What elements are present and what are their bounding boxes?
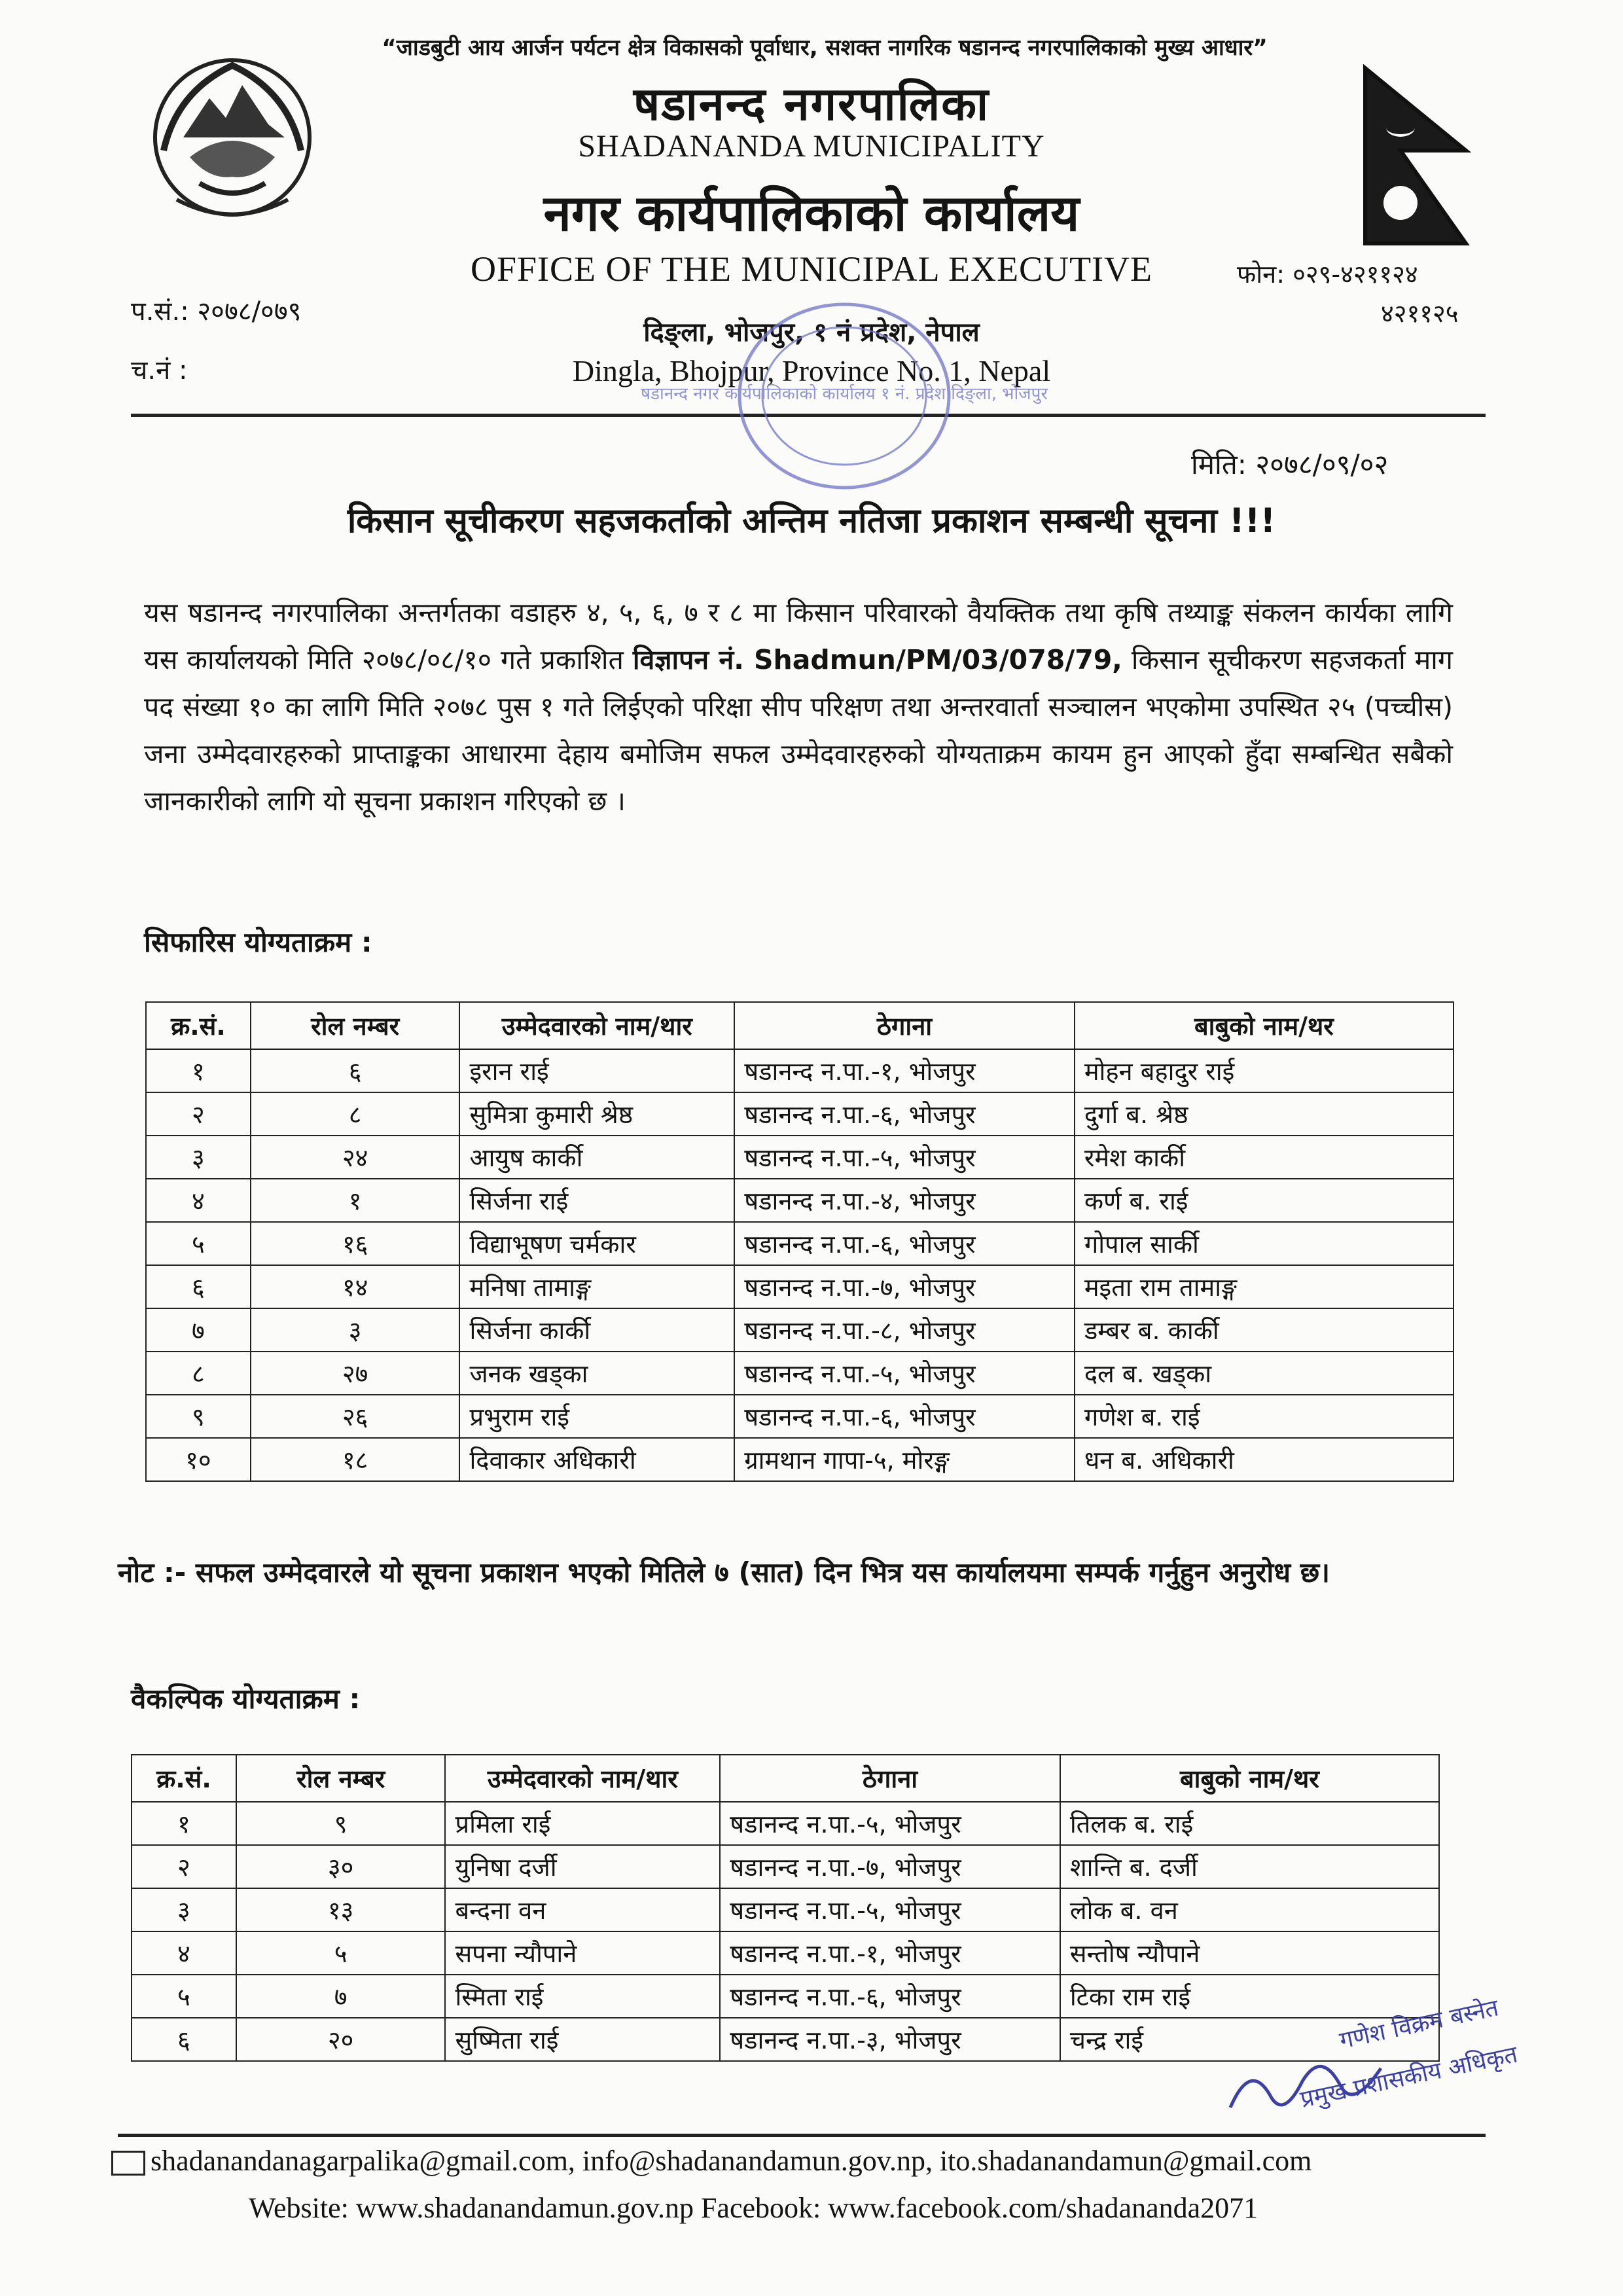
- footer-web: Website: www.shadanandamun.gov.np Facebook: www.facebook.com/shadananda2071: [249, 2192, 1258, 2224]
- body-text-1: यस षडानन्द नगरपालिका अन्तर्गतका वडाहरु ४, ५, ६, ७ र ८ मा किसान परिवारको वैयक्तिक तथा कृषि तथ्याङ्क संकलन कार्यका लागि यस कार्यालयको मिति २०७८/०८/१० गते प्रकाशित: [144, 597, 1453, 675]
- header-address: ठेगाना: [734, 1002, 1075, 1049]
- header-sn: क्र.सं.: [146, 1002, 251, 1049]
- table-row: [132, 1802, 1439, 1845]
- phone-number-2: ४२११२५: [1381, 299, 1459, 328]
- cell-address: षडानन्द न.पा.-६, भोजपुर: [734, 1092, 1075, 1136]
- cell-address: षडानन्द न.पा.-६, भोजपुर: [734, 1395, 1075, 1438]
- cell-name: आयुष कार्की: [459, 1136, 734, 1179]
- cell-name: सपना न्यौपाने: [445, 1931, 720, 1975]
- cell-name: सिर्जना कार्की: [459, 1308, 734, 1352]
- cell-name: सुमित्रा कुमारी श्रेष्ठ: [459, 1092, 734, 1136]
- header-roll: रोल नम्बर: [251, 1002, 460, 1049]
- address-nepali: दिङ्ला, भोजपुर, १ नं प्रदेश, नेपाल: [643, 317, 980, 348]
- recommended-table: [145, 1001, 1454, 1482]
- footer-divider: [118, 2134, 1486, 2137]
- cell-sn: ४: [146, 1179, 251, 1222]
- cell-father: चन्द्र राई: [1060, 2018, 1439, 2061]
- cell-address: षडानन्द न.पा.-५, भोजपुर: [720, 1888, 1060, 1931]
- cell-roll: १८: [251, 1438, 460, 1481]
- cell-roll: १६: [251, 1222, 460, 1265]
- cell-sn: ५: [132, 1975, 236, 2018]
- cell-father: दल ब. खड्का: [1075, 1352, 1454, 1395]
- cell-name: बन्दना वन: [445, 1888, 720, 1931]
- dispatch-number: च.नं :: [131, 355, 188, 386]
- address-english: Dingla, Bhojpur, Province No. 1, Nepal: [572, 354, 1051, 387]
- cell-sn: ३: [132, 1888, 236, 1931]
- cell-father: टिका राम राई: [1060, 1975, 1439, 2018]
- footer-emails: shadanandanagarpalika@gmail.com, info@shadanandamun.gov.np, ito.shadanandamun@gmail.com: [151, 2145, 1312, 2177]
- cell-sn: ५: [146, 1222, 251, 1265]
- table-row: [132, 1931, 1439, 1975]
- cell-name: इरान राई: [459, 1049, 734, 1092]
- cell-address: षडानन्द न.पा.-४, भोजपुर: [734, 1179, 1075, 1222]
- cell-name: विद्याभूषण चर्मकार: [459, 1222, 734, 1265]
- cell-name: सुष्मिता राई: [445, 2018, 720, 2061]
- cell-name: स्मिता राई: [445, 1975, 720, 2018]
- phone-number: फोन: ०२९-४२११२४: [1237, 260, 1418, 289]
- cell-address: षडानन्द न.पा.-५, भोजपुर: [720, 1802, 1060, 1845]
- cell-address: ग्रामथान गापा-५, मोरङ्ग: [734, 1438, 1075, 1481]
- table-row: [146, 1395, 1454, 1438]
- cell-name: प्रमिला राई: [445, 1802, 720, 1845]
- cell-name: जनक खड्का: [459, 1352, 734, 1395]
- notice-note: नोट :- सफल उम्मेदवारले यो सूचना प्रकाशन भएको मितिले ७ (सात) दिन भित्र यस कार्यालयमा सम्पर्क गर्नुहुन अनुरोध छ।: [118, 1556, 1330, 1588]
- cell-address: षडानन्द न.पा.-६, भोजपुर: [720, 1975, 1060, 2018]
- cell-sn: ३: [146, 1136, 251, 1179]
- cell-address: षडानन्द न.पा.-८, भोजपुर: [734, 1308, 1075, 1352]
- nepal-flag-icon: [1361, 65, 1472, 249]
- cell-father: लोक ब. वन: [1060, 1888, 1439, 1931]
- cell-roll: २४: [251, 1136, 460, 1179]
- header-father: बाबुको नाम/थर: [1060, 1755, 1439, 1802]
- header-address: ठेगाना: [720, 1755, 1060, 1802]
- municipality-name-english: SHADANANDA MUNICIPALITY: [578, 129, 1045, 164]
- cell-roll: २६: [251, 1395, 460, 1438]
- cell-father: दुर्गा ब. श्रेष्ठ: [1075, 1092, 1454, 1136]
- cell-father: तिलक ब. राई: [1060, 1802, 1439, 1845]
- cell-name: मनिषा तामाङ्ग: [459, 1265, 734, 1308]
- table-row: [132, 1888, 1439, 1931]
- cell-father: गणेश ब. राई: [1075, 1395, 1454, 1438]
- cell-address: षडानन्द न.पा.-५, भोजपुर: [734, 1352, 1075, 1395]
- advertisement-number: विज्ञापन नं. Shadmun/PM/03/078/79,: [632, 644, 1122, 675]
- signatory-title: प्रमुख प्रशासकीय अधिकृत: [1298, 2041, 1520, 2113]
- cell-name: सिर्जना राई: [459, 1179, 734, 1222]
- cell-father: गोपाल सार्की: [1075, 1222, 1454, 1265]
- cell-father: रमेश कार्की: [1075, 1136, 1454, 1179]
- cell-address: षडानन्द न.पा.-३, भोजपुर: [720, 2018, 1060, 2061]
- header-father: बाबुको नाम/थर: [1075, 1002, 1454, 1049]
- notice-date: मिति: २०७८/०९/०२: [1191, 448, 1389, 480]
- cell-name: प्रभुराम राई: [459, 1395, 734, 1438]
- cell-roll: ६: [251, 1049, 460, 1092]
- header-roll: रोल नम्बर: [236, 1755, 446, 1802]
- notice-body: [144, 589, 1453, 825]
- cell-sn: ८: [146, 1352, 251, 1395]
- body-text-2: किसान सूचीकरण सहजकर्ता माग पद संख्या १० का लागि मिति २०७८ पुस १ गते लिईएको परिक्षा सीप परिक्षण तथा अन्तरवार्ता सञ्चालन भएकोमा उपस्थित २५ (पच्चीस) जना उम्मेदवारहरुको प्राप्ताङ्कका आधारमा देहाय बमोजिम सफल उम्मेदवारहरुको योग्यताक्रम कायम हुन आएको हुँदा सम्बन्धित सबैको जानकारीको लागि यो सूचना प्रकाशन गरिएको छ ।: [144, 644, 1453, 817]
- cell-roll: १३: [236, 1888, 446, 1931]
- envelope-icon: [111, 2151, 145, 2176]
- cell-roll: ३: [251, 1308, 460, 1352]
- table-row: [146, 1222, 1454, 1265]
- cell-roll: १४: [251, 1265, 460, 1308]
- cell-sn: ४: [132, 1931, 236, 1975]
- cell-sn: १: [132, 1802, 236, 1845]
- cell-roll: ८: [251, 1092, 460, 1136]
- cell-father: मइता राम तामाङ्ग: [1075, 1265, 1454, 1308]
- cell-sn: १०: [146, 1438, 251, 1481]
- municipal-motto: “जाडबुटी आय आर्जन पर्यटन क्षेत्र विकासको पूर्वाधार, सशक्त नागरिक षडानन्द नगरपालिकाको मुख्य आधार”: [382, 35, 1268, 61]
- header-name: उम्मेदवारको नाम/थार: [445, 1755, 720, 1802]
- cell-roll: ५: [236, 1931, 446, 1975]
- cell-roll: ९: [236, 1802, 446, 1845]
- cell-name: युनिषा दर्जी: [445, 1845, 720, 1888]
- cell-sn: ६: [132, 2018, 236, 2061]
- cell-father: सन्तोष न्यौपाने: [1060, 1931, 1439, 1975]
- header-name: उम्मेदवारको नाम/थार: [459, 1002, 734, 1049]
- cell-address: षडानन्द न.पा.-७, भोजपुर: [734, 1265, 1075, 1308]
- table-row: [146, 1092, 1454, 1136]
- municipality-name-nepali: षडानन्द नगरपालिका: [633, 77, 990, 131]
- cell-sn: ६: [146, 1265, 251, 1308]
- cell-roll: २७: [251, 1352, 460, 1395]
- table-header-row: [146, 1002, 1454, 1049]
- cell-address: षडानन्द न.पा.-६, भोजपुर: [734, 1222, 1075, 1265]
- stamp-text: षडानन्द नगर कार्यपालिकाको कार्यालय १ नं. प्रदेश दिङ्ला, भोजपुर: [641, 384, 1048, 404]
- cell-sn: ७: [146, 1308, 251, 1352]
- table-row: [132, 1845, 1439, 1888]
- table-header-row: [132, 1755, 1439, 1802]
- cell-father: कर्ण ब. राई: [1075, 1179, 1454, 1222]
- table-row: [146, 1049, 1454, 1092]
- table-row: [146, 1179, 1454, 1222]
- cell-roll: ३०: [236, 1845, 446, 1888]
- table-row: [146, 1438, 1454, 1481]
- cell-name: दिवाकार अधिकारी: [459, 1438, 734, 1481]
- cell-father: डम्बर ब. कार्की: [1075, 1308, 1454, 1352]
- cell-roll: ७: [236, 1975, 446, 2018]
- reference-number: प.सं.: २०७८/०७९: [131, 296, 302, 327]
- cell-father: धन ब. अधिकारी: [1075, 1438, 1454, 1481]
- cell-sn: २: [132, 1845, 236, 1888]
- cell-father: मोहन बहादुर राई: [1075, 1049, 1454, 1092]
- signature: [1224, 1994, 1520, 2140]
- cell-roll: १: [251, 1179, 460, 1222]
- cell-address: षडानन्द न.पा.-१, भोजपुर: [734, 1049, 1075, 1092]
- header-sn: क्र.सं.: [132, 1755, 236, 1802]
- cell-address: षडानन्द न.पा.-५, भोजपुर: [734, 1136, 1075, 1179]
- cell-address: षडानन्द न.पा.-१, भोजपुर: [720, 1931, 1060, 1975]
- nepal-emblem-logo: [137, 39, 327, 236]
- cell-sn: १: [146, 1049, 251, 1092]
- table-row: [146, 1136, 1454, 1179]
- recommended-heading: सिफारिस योग्यताक्रम :: [144, 926, 372, 958]
- cell-sn: २: [146, 1092, 251, 1136]
- table-row: [146, 1308, 1454, 1352]
- office-name-english: OFFICE OF THE MUNICIPAL EXECUTIVE: [470, 249, 1153, 289]
- table-row: [146, 1352, 1454, 1395]
- cell-father: शान्ति ब. दर्जी: [1060, 1845, 1439, 1888]
- notice-title: किसान सूचीकरण सहजकर्ताको अन्तिम नतिजा प्रकाशन सम्बन्धी सूचना !!!: [347, 501, 1276, 541]
- alternate-heading: वैकल्पिक योग्यताक्रम :: [131, 1683, 361, 1715]
- table-row: [146, 1265, 1454, 1308]
- signatory-name: गणेश विक्रम बस्नेत: [1337, 1994, 1501, 2054]
- cell-address: षडानन्द न.पा.-७, भोजपुर: [720, 1845, 1060, 1888]
- cell-roll: २०: [236, 2018, 446, 2061]
- cell-sn: ९: [146, 1395, 251, 1438]
- office-name-nepali: नगर कार्यपालिकाको कार्यालय: [543, 184, 1080, 242]
